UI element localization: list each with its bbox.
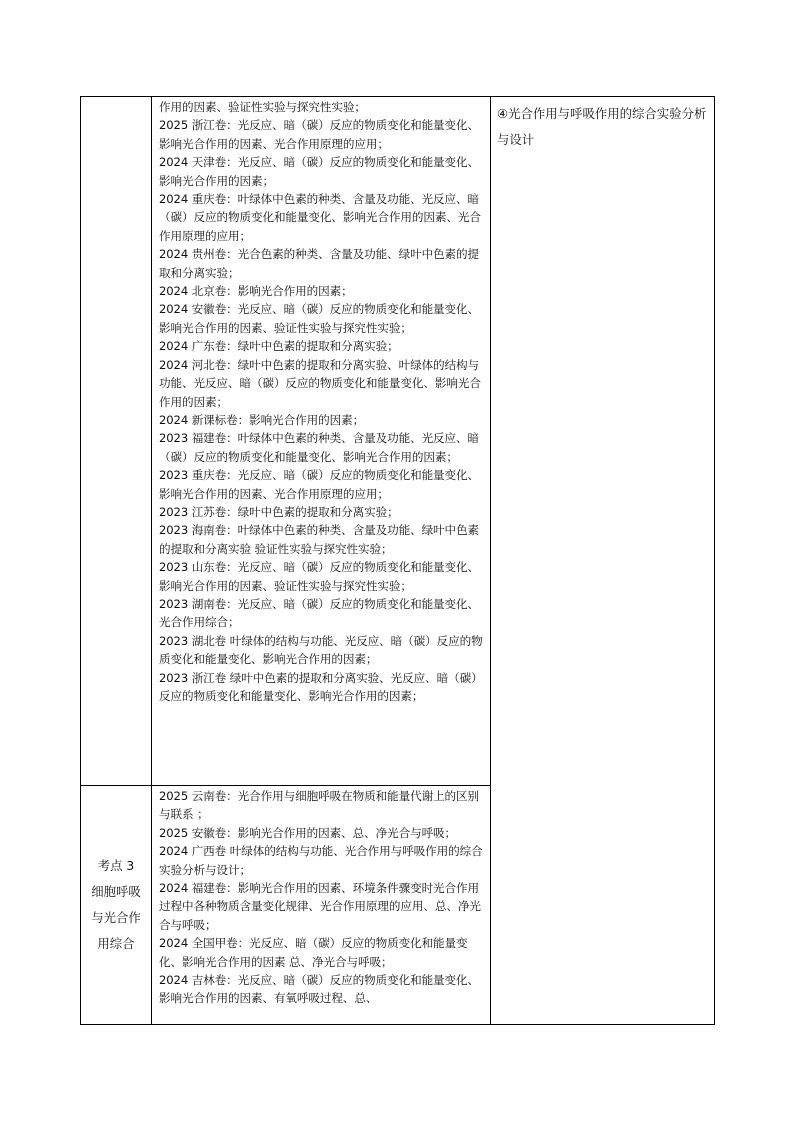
list-item: 2024 新课标卷：影响光合作用的因素； xyxy=(159,412,365,427)
list-item: 2024 吉林卷：光反应、暗（碳）反应的物质变化和能量变化、影响光合作用的因素、有氧呼吸过程、总、 xyxy=(159,973,480,1006)
list-item: 2024 全国甲卷：光反应、暗（碳）反应的物质变化和能量变化、影响光合作用的因素 总、净光合与呼吸； xyxy=(159,936,468,969)
list-item: 2024 福建卷：影响光合作用的因素、环境条件骤变时光合作用过程中各种物质含量变化规律、光合作用原理的应用、总、净光合与呼吸； xyxy=(159,881,481,932)
topic-label-line: 与光合作 xyxy=(91,910,141,925)
list-item: 2023 海南卷：叶绿体中色素的种类、含量及功能、绿叶中色素的提取和分离实验 验证性实验与探究性实验； xyxy=(159,523,480,556)
list-item: 2023 浙江卷 绿叶中色素的提取和分离实验、光反应、暗（碳）反应的物质变化和能量变化、影响光合作用的因素； xyxy=(159,670,483,703)
topic-cell-empty xyxy=(81,97,152,786)
list-item: 2024 重庆卷：叶绿体中色素的种类、含量及功能、光反应、暗（碳）反应的物质变化和能量变化、影响光合作用的因素、光合作用原理的应用； xyxy=(159,192,481,243)
list-item: 2024 安徽卷：光反应、暗（碳）反应的物质变化和能量变化、影响光合作用的因素、验证性实验与探究性实验； xyxy=(159,302,480,335)
list-item: 2023 山东卷：光反应、暗（碳）反应的物质变化和能量变化、影响光合作用的因素、验证性实验与探究性实验； xyxy=(159,560,480,593)
list-item: 2023 重庆卷：光反应、暗（碳）反应的物质变化和能量变化、影响光合作用的因素、光合作用原理的应用； xyxy=(159,468,480,501)
list-item: 2023 湖南卷：光反应、暗（碳）反应的物质变化和能量变化、光合作用综合； xyxy=(159,596,480,630)
list-item: 2025 安徽卷：影响光合作用的因素、总、净光合与呼吸； xyxy=(159,825,457,840)
topic-label-line: 用综合 xyxy=(97,936,135,951)
list-item: 2024 广东卷：绿叶中色素的提取和分离实验； xyxy=(159,339,399,354)
list-item: 2024 广西卷 叶绿体的结构与功能、光合作用与呼吸作用的综合实验分析与设计； xyxy=(159,844,483,877)
list-item: 2025 云南卷：光合作用与细胞呼吸在物质和能量代谢上的区别与联系 ； xyxy=(159,789,480,822)
exam-list-cell xyxy=(152,97,491,786)
list-item: 2025 浙江卷：光反应、暗（碳）反应的物质变化和能量变化、影响光合作用的因素、光合作用原理的应用； xyxy=(159,118,480,151)
list-item: 2024 天津卷：光反应、暗（碳）反应的物质变化和能量变化、影响光合作用的因素； xyxy=(159,155,480,188)
topic-label-line: 细胞呼吸 xyxy=(91,884,141,899)
list-item: 2023 湖北卷 叶绿体的结构与功能、光反应、暗（碳）反应的物质变化和能量变化、影响光合作用的因素； xyxy=(159,633,483,667)
topic-cell xyxy=(81,786,152,1025)
list-item: 2023 福建卷：叶绿体中色素的种类、含量及功能、光反应、暗（碳）反应的物质变化和能量变化、影响光合作用的因素； xyxy=(159,431,480,464)
exam-topic-table xyxy=(80,96,715,1025)
list-item: 2024 河北卷：绿叶中色素的提取和分离实验、叶绿体的结构与功能、光反应、暗（碳）反应的物质变化和能量变化、影响光合作用的因素； xyxy=(159,357,481,409)
right-note-cell xyxy=(491,97,715,1025)
right-note-text: ④光合作用与呼吸作用的综合实验分析与设计 xyxy=(497,106,707,147)
list-item: 2023 江苏卷：绿叶中色素的提取和分离实验； xyxy=(159,504,399,519)
exam-list-cell xyxy=(152,786,491,1025)
table-row xyxy=(81,97,715,786)
list-item: 2024 贵州卷：光合色素的种类、含量及功能、绿叶中色素的提取和分离实验； xyxy=(159,247,480,280)
list-item: 作用的因素、验证性实验与探究性实验； xyxy=(159,100,366,114)
list-item: 2024 北京卷：影响光合作用的因素； xyxy=(159,284,353,299)
topic-label-line: 考点 3 xyxy=(97,858,135,873)
